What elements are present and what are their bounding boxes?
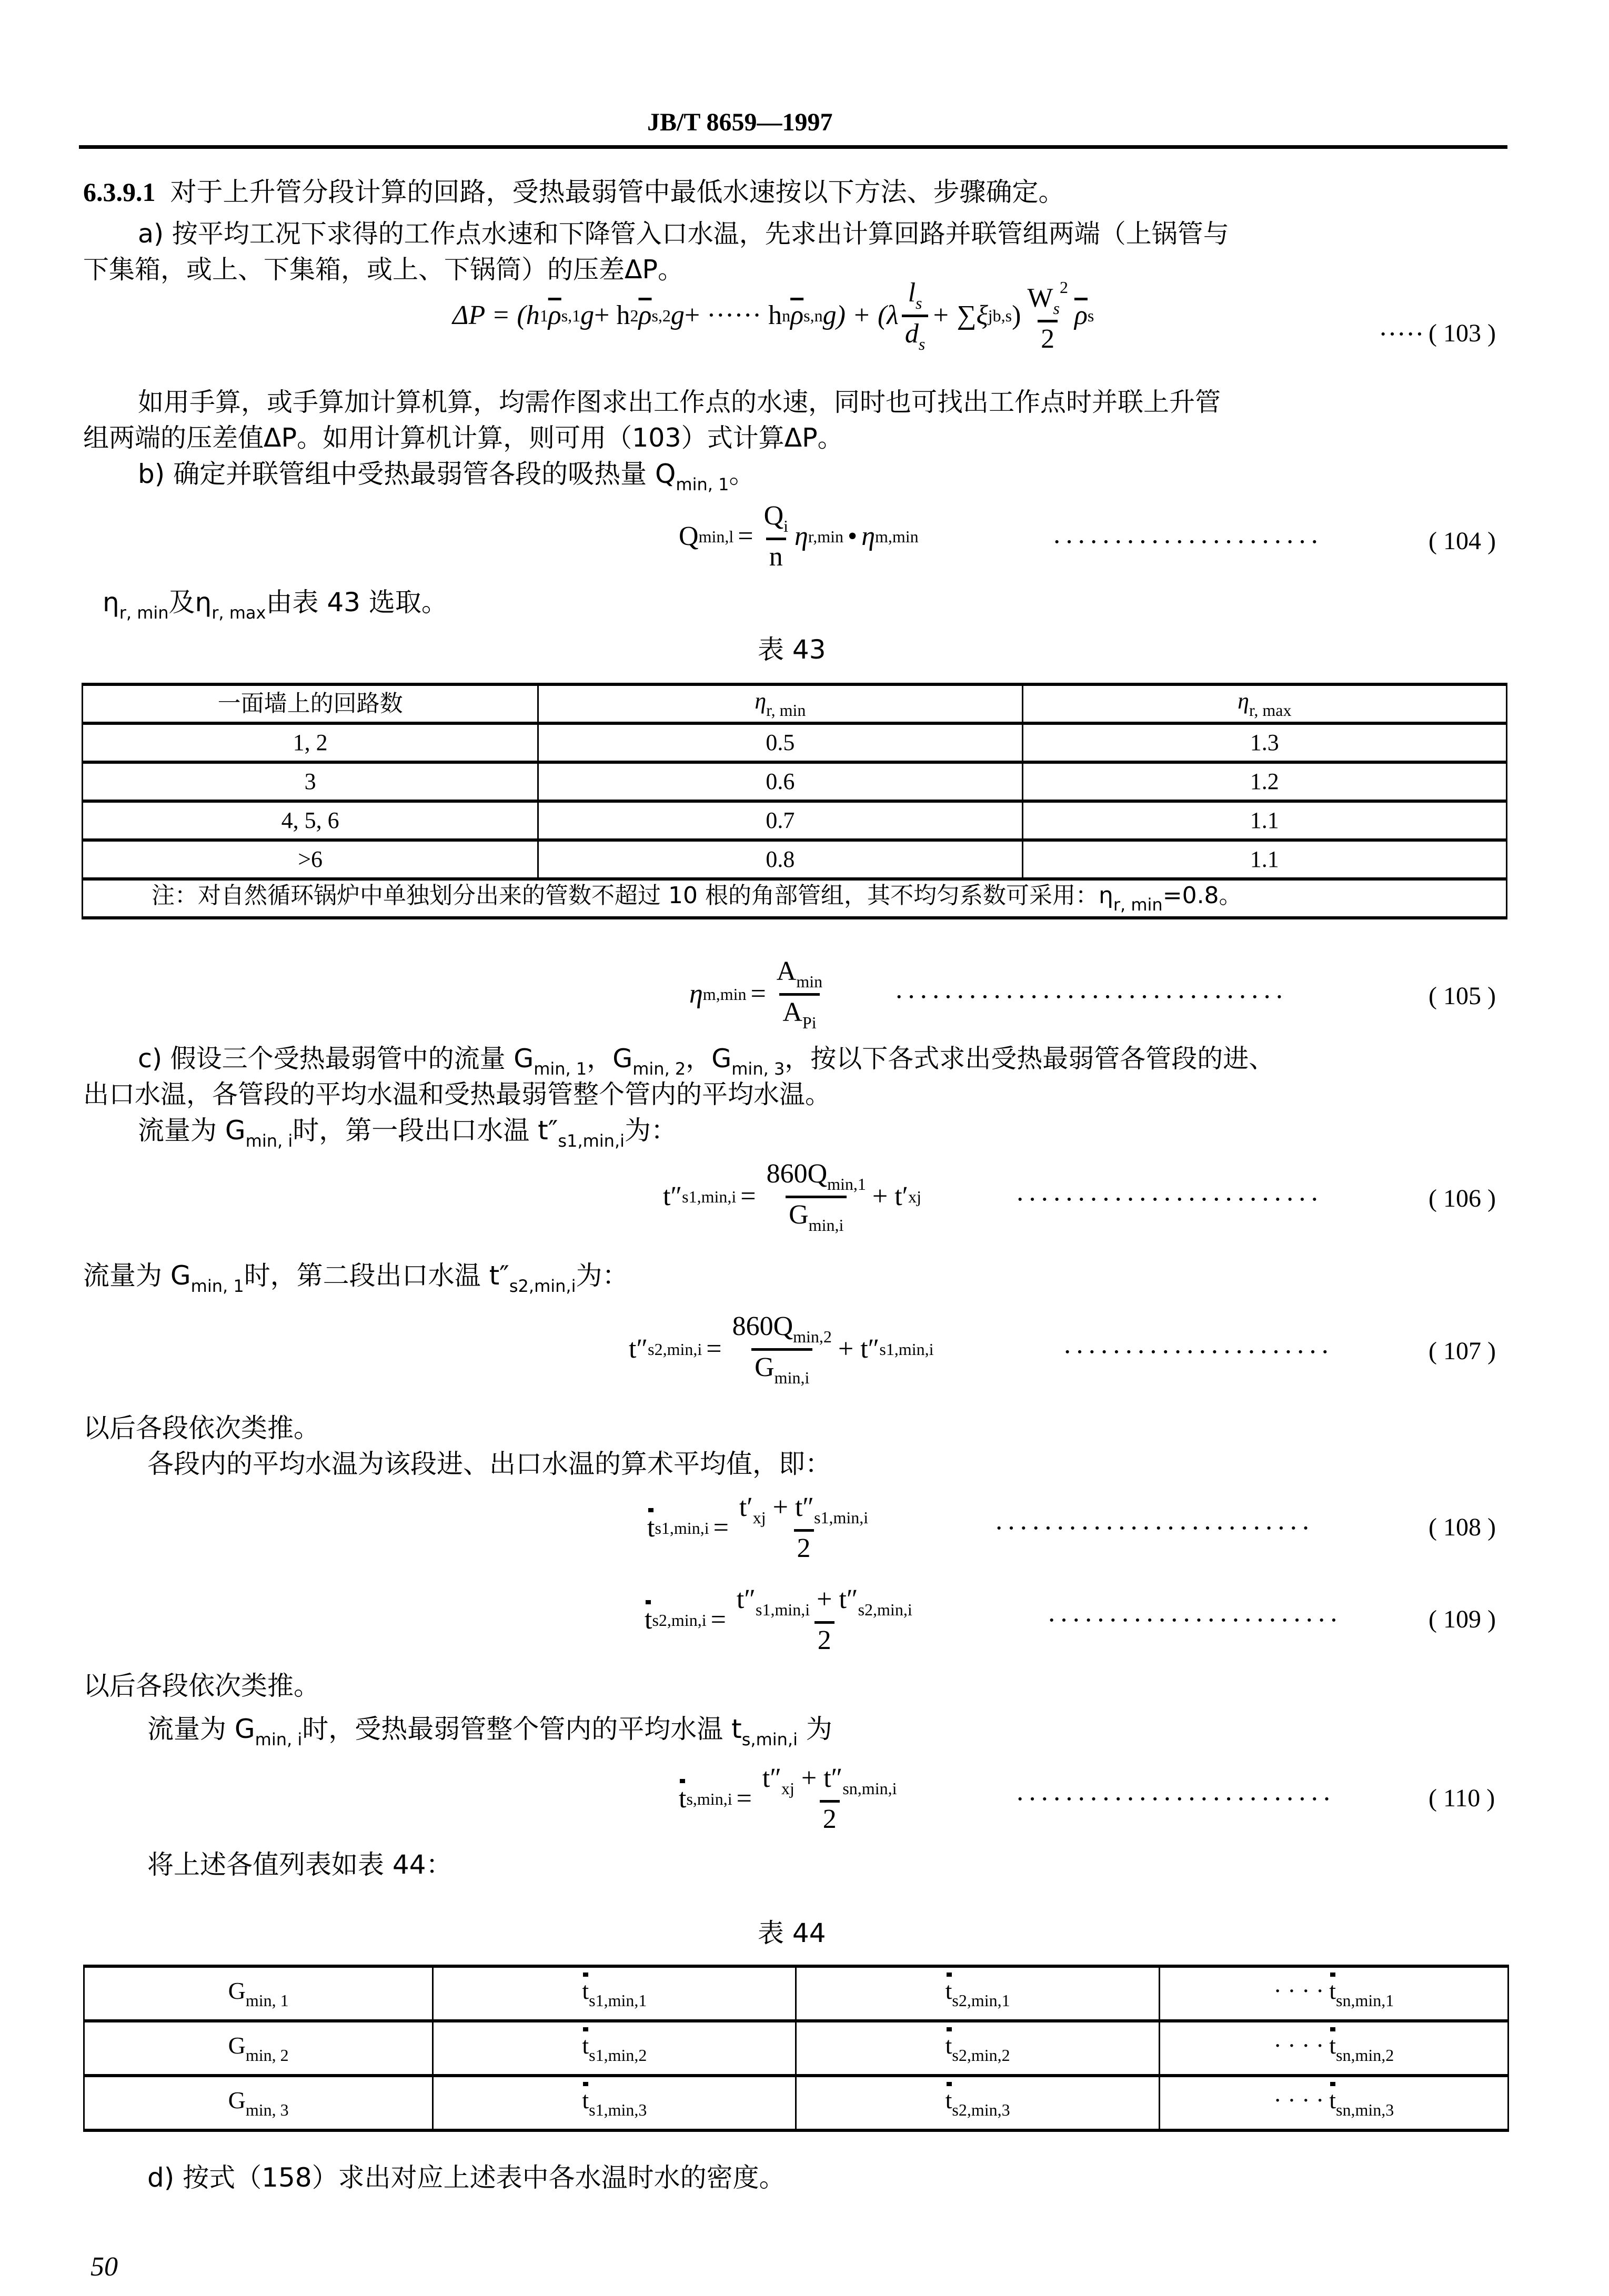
eq107-num: 860Q bbox=[732, 1311, 793, 1341]
eq105-leader-dots: ································ bbox=[894, 982, 1288, 1012]
table44-flow-cell bbox=[84, 2076, 433, 2130]
eq105-fraction bbox=[773, 958, 826, 1031]
table43-note-sub: r, min bbox=[1113, 894, 1163, 915]
table44-tn: t bbox=[1329, 2086, 1336, 2113]
eq107-plus: + t″ bbox=[838, 1334, 880, 1364]
para-c-sub1: min, 1 bbox=[534, 1059, 587, 1079]
flow3-line bbox=[147, 1716, 832, 1748]
eq110-num-plus: + t″ bbox=[794, 1763, 843, 1793]
eq103-sum: + ∑ξ bbox=[931, 300, 988, 330]
eq104-eta-r-sub: r,min bbox=[808, 527, 843, 546]
table44-row bbox=[84, 2076, 1509, 2130]
eq106-plus: + t′ bbox=[872, 1181, 909, 1211]
eq106-num-sub: min,1 bbox=[827, 1174, 866, 1193]
flow3-c: 为 bbox=[797, 1714, 832, 1744]
table44-t2-sub: s2,min,3 bbox=[952, 2100, 1010, 2119]
standard-number-header: JB/T 8659—1997 bbox=[647, 108, 833, 136]
table44-tn: t bbox=[1329, 1977, 1336, 2004]
table44-tn-cell bbox=[1159, 2076, 1508, 2130]
table43-note bbox=[83, 879, 1507, 918]
eq110-den: 2 bbox=[820, 1800, 840, 1833]
eq103-ls: l bbox=[908, 277, 916, 308]
eq103-h2: + h bbox=[594, 300, 630, 330]
table44-t1: t bbox=[582, 2086, 589, 2113]
eq108-leader-dots: ·························· bbox=[994, 1513, 1314, 1543]
eq108-lhs: t bbox=[647, 1513, 655, 1543]
table44-t1-cell bbox=[433, 2076, 796, 2130]
eq108-num-a: t′ bbox=[739, 1492, 753, 1522]
eq105-lhs: η bbox=[689, 979, 703, 1009]
eq109-equals: = bbox=[710, 1605, 726, 1635]
flow3-sub2: s,min,i bbox=[741, 1729, 798, 1749]
eq104-eta-m: η bbox=[861, 521, 875, 551]
eq103-ellipsis: + ······ h bbox=[684, 300, 782, 330]
table43-note-row bbox=[83, 879, 1507, 918]
table43-cell: 1.1 bbox=[1022, 801, 1506, 840]
table44-g-sub: min, 2 bbox=[245, 2045, 289, 2065]
table43-row bbox=[83, 762, 1507, 801]
table43-cell: 1, 2 bbox=[83, 723, 538, 762]
table43-header-1: η bbox=[755, 687, 767, 714]
table43-cell: 1.3 bbox=[1022, 723, 1506, 762]
eq105-equals: = bbox=[750, 979, 766, 1009]
flow3-b: 时，受热最弱管整个管内的平均水温 t bbox=[302, 1714, 742, 1744]
eq107-number: ( 107 ) bbox=[1429, 1337, 1496, 1365]
para-b-sub: min, 1 bbox=[676, 474, 729, 494]
eq108-num-b-sub: s1,min,i bbox=[814, 1508, 869, 1527]
eta-note-mid: 及η bbox=[168, 587, 212, 618]
page-number: 50 bbox=[90, 2252, 118, 2282]
table43-header-0: 一面墙上的回路数 bbox=[217, 690, 403, 717]
table43-header-1-sub: r, min bbox=[766, 700, 806, 720]
eq109-lhs-sub: s2,min,i bbox=[652, 1611, 707, 1630]
para-a2-line1: 如用手算，或手算加计算机算，均需作图求出工作点的水速，同时也可找出工作点时并联上升管 bbox=[138, 387, 1221, 417]
eq104-num-sub: i bbox=[783, 517, 789, 535]
table43-header-circuits bbox=[83, 684, 538, 723]
eta-r-min-sub: r, min bbox=[119, 603, 169, 623]
eq107-equals: = bbox=[706, 1334, 722, 1364]
table43-header-2: η bbox=[1238, 687, 1249, 714]
eq106-num: 860Q bbox=[766, 1158, 828, 1189]
para-c-sub3: min, 3 bbox=[731, 1059, 785, 1079]
section-title: 对于上升管分段计算的回路，受热最弱管中最低水速按以下方法、步骤确定。 bbox=[170, 177, 1065, 207]
eta-selection-note bbox=[103, 589, 448, 621]
eq103-two: 2 bbox=[1038, 320, 1058, 353]
eq104-den: n bbox=[766, 538, 786, 571]
flow3-a: 流量为 G bbox=[147, 1714, 255, 1744]
flow1-b: 时，第一段出口水温 t″ bbox=[293, 1115, 558, 1146]
table44-g: G bbox=[228, 2086, 246, 2113]
table44-tn-sub: sn,min,2 bbox=[1336, 2045, 1394, 2065]
table44-ellipsis: · · · · bbox=[1273, 1977, 1324, 2004]
eq105-den: A bbox=[782, 997, 802, 1027]
para-c-line1 bbox=[138, 1046, 1274, 1077]
section-number: 6.3.9.1 bbox=[83, 177, 156, 207]
table44-t2: t bbox=[945, 2086, 952, 2113]
eq107-fraction bbox=[729, 1313, 835, 1386]
eq103-ds-sub: s bbox=[918, 334, 926, 353]
equation-110 bbox=[679, 1754, 903, 1844]
eq103-rho1: $\overline{\rho}$ bbox=[548, 300, 561, 330]
table44-t2-sub: s2,min,2 bbox=[952, 2045, 1010, 2065]
flow1-sub2: s1,min,i bbox=[558, 1131, 625, 1151]
table43-cell: 0.5 bbox=[538, 723, 1022, 762]
eq109-num-a: t″ bbox=[736, 1584, 756, 1614]
eq104-num: Q bbox=[763, 501, 784, 531]
table43-cell: 0.7 bbox=[538, 801, 1022, 840]
eq110-num-a-sub: xj bbox=[781, 1779, 795, 1798]
eq103-ds: d bbox=[904, 318, 919, 349]
eq104-equals: = bbox=[738, 521, 753, 551]
para-c-text-b: ，按以下各式求出受热最弱管各管段的进、 bbox=[785, 1044, 1275, 1074]
eq105-lhs-sub: m,min bbox=[702, 985, 747, 1004]
flow2-line bbox=[83, 1262, 628, 1294]
flow2-c: 为： bbox=[576, 1260, 629, 1291]
eq103-g2: g bbox=[670, 300, 685, 330]
eq109-lhs: t bbox=[645, 1605, 652, 1635]
table44-t2: t bbox=[945, 1977, 952, 2004]
equation-104 bbox=[679, 497, 919, 576]
eq110-lhs-sub: s,min,i bbox=[686, 1789, 732, 1808]
eq108-number: ( 108 ) bbox=[1429, 1513, 1496, 1541]
table44-tn-sub: sn,min,3 bbox=[1336, 2100, 1394, 2119]
table43-header-row bbox=[83, 684, 1507, 723]
flow1-a: 流量为 G bbox=[138, 1115, 246, 1146]
eq106-den: G bbox=[789, 1199, 809, 1230]
table44-caption: 表 44 bbox=[758, 1918, 826, 1948]
eq103-lambda: g) + (λ bbox=[822, 300, 899, 330]
eq104-lhs-sub: min,l bbox=[698, 527, 734, 546]
flow2-sub2: s2,min,i bbox=[509, 1276, 576, 1296]
eq109-num-plus: + t″ bbox=[810, 1584, 858, 1614]
eq108-fraction bbox=[736, 1494, 871, 1562]
eq103-ws-fraction bbox=[1024, 279, 1071, 353]
eq103-paren: ) bbox=[1012, 300, 1021, 330]
eq103-subn: n bbox=[782, 306, 791, 325]
eq103-sum-sub: jb,s bbox=[988, 306, 1012, 325]
table44-g: G bbox=[228, 2031, 246, 2059]
eq106-plus-sub: xj bbox=[908, 1187, 921, 1206]
table44-t1-sub: s1,min,1 bbox=[589, 1990, 647, 2010]
table44-t1: t bbox=[582, 2031, 589, 2059]
table43-header-2-sub: r, max bbox=[1249, 700, 1292, 720]
eta-r-min: η bbox=[103, 587, 119, 618]
eq104-eta-m-sub: m,min bbox=[874, 527, 919, 546]
eq104-eta-r: η bbox=[795, 521, 808, 551]
flow1-c: 为： bbox=[625, 1115, 678, 1146]
eq106-number: ( 106 ) bbox=[1429, 1185, 1496, 1212]
table44-t2-cell bbox=[796, 1966, 1159, 2021]
table43-row bbox=[83, 840, 1507, 879]
eq107-lhs-sub: s2,min,i bbox=[648, 1340, 702, 1359]
para-d: d) 按式（158）求出对应上述表中各水温时水的密度。 bbox=[147, 2162, 786, 2193]
eq109-number: ( 109 ) bbox=[1429, 1605, 1496, 1633]
eq106-leader-dots: ························· bbox=[1015, 1185, 1322, 1215]
eta-r-max-sub: r, max bbox=[212, 603, 266, 623]
eq109-leader-dots: ························ bbox=[1047, 1605, 1342, 1635]
eq105-den-sub: Pi bbox=[802, 1013, 817, 1032]
table44-t2-cell bbox=[796, 2021, 1159, 2076]
eq103-lhs: ΔP = (h bbox=[452, 300, 540, 330]
table44-row bbox=[84, 1966, 1509, 2021]
flow1-line bbox=[138, 1117, 677, 1149]
eq108-num-plus: + t″ bbox=[766, 1492, 814, 1522]
eq107-leader-dots: ······················ bbox=[1063, 1337, 1333, 1367]
eq103-rho-n: $\overline{\rho}$ bbox=[790, 300, 804, 330]
eq104-lhs: Q bbox=[679, 521, 699, 551]
eq104-number: ( 104 ) bbox=[1429, 527, 1496, 555]
table43-cell: 3 bbox=[83, 762, 538, 801]
eq107-plus-sub: s1,min,i bbox=[879, 1340, 934, 1359]
flow2-b: 时，第二段出口水温 t″ bbox=[244, 1260, 509, 1291]
eq106-lhs: t″ bbox=[663, 1181, 682, 1211]
table44-row bbox=[84, 2021, 1509, 2076]
table44-t1-cell bbox=[433, 2021, 796, 2076]
eq108-den: 2 bbox=[794, 1529, 814, 1562]
table44-g-sub: min, 1 bbox=[245, 1990, 289, 2010]
para-c-sep2: ，G bbox=[686, 1044, 732, 1074]
table44-t2-cell bbox=[796, 2076, 1159, 2130]
eq110-fraction bbox=[759, 1765, 900, 1833]
eq103-ws: W bbox=[1027, 282, 1053, 313]
eq103-sub2: 2 bbox=[630, 306, 639, 325]
eq109-fraction bbox=[733, 1586, 916, 1654]
table44-g: G bbox=[228, 1977, 246, 2004]
flow1-sub: min, i bbox=[245, 1131, 293, 1151]
eq103-rho-s: $\overline{\rho}$ bbox=[1074, 300, 1088, 330]
eq106-equals: = bbox=[740, 1181, 756, 1211]
table43-cell: 1.1 bbox=[1022, 840, 1506, 879]
eq106-den-sub: min,i bbox=[808, 1215, 844, 1235]
line-etc-1: 以后各段依次类推。 bbox=[83, 1413, 320, 1443]
equation-105 bbox=[689, 955, 829, 1034]
equation-108 bbox=[647, 1483, 874, 1573]
eq105-num-sub: min bbox=[796, 972, 823, 991]
para-c-sep1: ，G bbox=[587, 1044, 633, 1074]
table44-t2: t bbox=[945, 2031, 952, 2059]
eq110-num-b-sub: sn,min,i bbox=[842, 1779, 897, 1798]
table43-row bbox=[83, 723, 1507, 762]
para-b-text: b) 确定并联管组中受热最弱管各段的吸热量 Q bbox=[138, 459, 676, 489]
eq109-num-b-sub: s2,min,i bbox=[858, 1600, 912, 1619]
para-b bbox=[138, 461, 755, 493]
table43-cell: 1.2 bbox=[1022, 762, 1506, 801]
eq103-ws-sub: s bbox=[1053, 298, 1060, 318]
header-rule bbox=[79, 145, 1507, 149]
eq103-sn: s,n bbox=[803, 306, 823, 325]
table43-cell: 0.8 bbox=[538, 840, 1022, 879]
table43-caption: 表 43 bbox=[758, 634, 826, 665]
table44-tn-cell bbox=[1159, 1966, 1508, 2021]
eq110-lhs: t bbox=[679, 1784, 687, 1814]
table43-header-eta-max bbox=[1022, 684, 1506, 723]
eq103-rho-s-sub: s bbox=[1087, 306, 1094, 325]
table43-cell: >6 bbox=[83, 840, 538, 879]
eq103-ws-sup: 2 bbox=[1059, 277, 1068, 297]
para-a-line2: 下集箱，或上、下集箱，或上、下锅筒）的压差ΔP。 bbox=[83, 255, 684, 285]
table44-t1-sub: s1,min,3 bbox=[589, 2100, 647, 2119]
eq103-leader-dots: ····· bbox=[1379, 319, 1424, 349]
eq103-s2: s,2 bbox=[651, 306, 671, 325]
equation-103 bbox=[452, 276, 1094, 355]
table44-t1: t bbox=[582, 1977, 589, 2004]
flow2-a: 流量为 G bbox=[83, 1260, 191, 1291]
eq106-lhs-sub: s1,min,i bbox=[682, 1187, 737, 1206]
table44-flow-cell bbox=[84, 2021, 433, 2076]
para-c-sub2: min, 2 bbox=[632, 1059, 686, 1079]
table43-cell: 4, 5, 6 bbox=[83, 801, 538, 840]
eta-note-end: 由表 43 选取。 bbox=[266, 587, 448, 618]
eq110-num-a: t″ bbox=[762, 1763, 782, 1793]
table43-cell: 0.6 bbox=[538, 762, 1022, 801]
table43-note-end: =0.8。 bbox=[1162, 882, 1242, 909]
eq103-number: ( 103 ) bbox=[1429, 319, 1496, 347]
para-a-line1: a) 按平均工况下求得的工作点水速和下降管入口水温，先求出计算回路并联管组两端（上锅管与 bbox=[138, 219, 1229, 249]
eq107-den: G bbox=[755, 1352, 775, 1382]
table44-tn-cell bbox=[1159, 2021, 1508, 2076]
eq103-sub1: 1 bbox=[539, 306, 548, 325]
table44-t1-cell bbox=[433, 1966, 796, 2021]
eq104-fraction bbox=[761, 502, 791, 571]
table44-t2-sub: s2,min,1 bbox=[952, 1990, 1010, 2010]
eq109-num-a-sub: s1,min,i bbox=[756, 1600, 810, 1619]
para-a2-line2: 组两端的压差值ΔP。如用计算机计算，则可用（103）式计算ΔP。 bbox=[83, 423, 843, 453]
table44-ellipsis: · · · · bbox=[1273, 2086, 1324, 2113]
line-table44-intro: 将上述各值列表如表 44： bbox=[147, 1849, 452, 1880]
eq108-num-a-sub: xj bbox=[752, 1508, 766, 1527]
table43-header-eta-min bbox=[538, 684, 1022, 723]
eq105-num: A bbox=[776, 956, 797, 986]
eq107-lhs: t″ bbox=[629, 1334, 648, 1364]
para-c-line2: 出口水温，各管段的平均水温和受热最弱管整个管内的平均水温。 bbox=[83, 1079, 831, 1109]
eq108-equals: = bbox=[713, 1513, 729, 1543]
eq105-number: ( 105 ) bbox=[1429, 982, 1496, 1010]
para-c-text-a: c) 假设三个受热最弱管中的流量 G bbox=[138, 1044, 534, 1074]
eq103-g1: g bbox=[580, 300, 595, 330]
table43-note-text: 注：对自然循环锅炉中单独划分出来的管数不超过 10 根的角部管组，其不均匀系数可采用：η bbox=[152, 882, 1113, 909]
table44-tn: t bbox=[1329, 2031, 1336, 2059]
eq110-equals: = bbox=[736, 1784, 752, 1814]
line-average-temp: 各段内的平均水温为该段进、出口水温的算术平均值，即： bbox=[147, 1449, 831, 1479]
para-b-end: 。 bbox=[729, 459, 756, 489]
table43-row bbox=[83, 801, 1507, 840]
flow3-sub: min, i bbox=[255, 1729, 303, 1749]
table44-t1-sub: s1,min,2 bbox=[589, 2045, 647, 2065]
flow2-sub: min, 1 bbox=[190, 1276, 244, 1296]
eq108-lhs-sub: s1,min,i bbox=[655, 1519, 709, 1538]
eq107-den-sub: min,i bbox=[774, 1368, 810, 1387]
eq106-fraction bbox=[763, 1160, 869, 1233]
table44-flow-cell bbox=[84, 1966, 433, 2021]
equation-106 bbox=[663, 1152, 921, 1241]
table-43 bbox=[82, 683, 1507, 919]
eq103-ls-sub: s bbox=[916, 293, 922, 312]
table44-g-sub: min, 3 bbox=[245, 2100, 289, 2119]
table44-tn-sub: sn,min,1 bbox=[1336, 1990, 1394, 2010]
line-etc-2: 以后各段依次类推。 bbox=[83, 1671, 320, 1701]
equation-107 bbox=[629, 1304, 933, 1394]
eq110-leader-dots: ·························· bbox=[1015, 1784, 1335, 1814]
eq103-rho2: $\overline{\rho}$ bbox=[638, 300, 652, 330]
eq110-number: ( 110 ) bbox=[1429, 1784, 1495, 1812]
equation-109 bbox=[645, 1575, 919, 1665]
eq109-den: 2 bbox=[814, 1621, 834, 1654]
section-heading bbox=[83, 179, 1065, 205]
eq103-ls-ds-fraction bbox=[902, 279, 928, 352]
table44-ellipsis: · · · · bbox=[1273, 2031, 1324, 2059]
eq107-num-sub: min,2 bbox=[793, 1327, 832, 1346]
eq104-leader-dots: ······················ bbox=[1052, 527, 1322, 557]
eq103-s1: s,1 bbox=[561, 306, 581, 325]
table-44 bbox=[83, 1965, 1509, 2132]
eq104-bullet: • bbox=[847, 521, 858, 551]
